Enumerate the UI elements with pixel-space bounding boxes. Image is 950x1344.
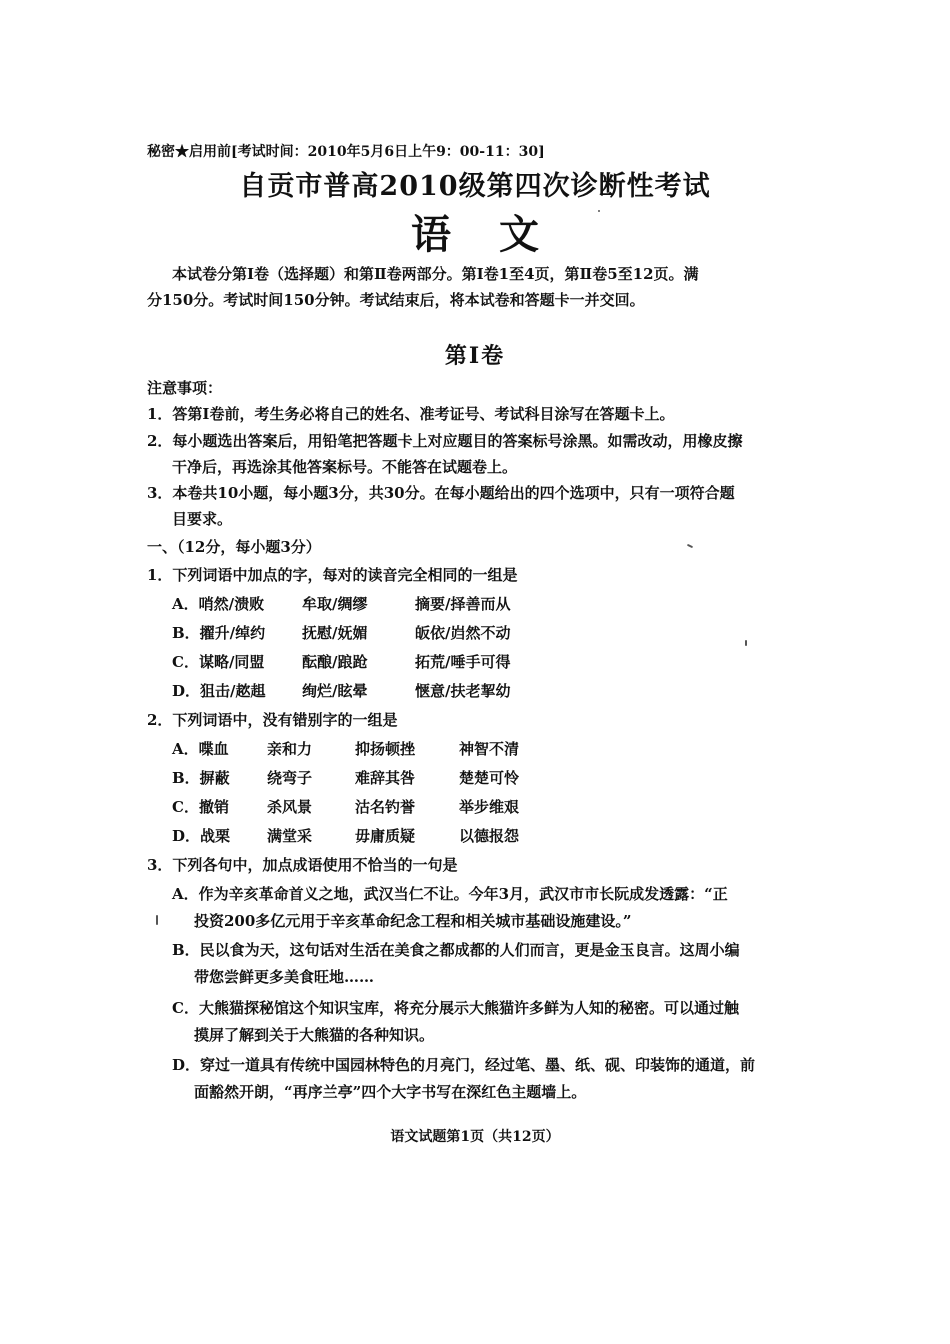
option-cell: C．谋略/同盟 <box>172 653 265 671</box>
option-cell: B．摒蔽 <box>172 769 230 787</box>
option-cell: 神智不清 <box>459 740 520 758</box>
option-cell: B．擢升/绰约 <box>172 624 266 642</box>
option-cell: 拓荒/唾手可得 <box>415 653 511 671</box>
question-3-option-c-line-2: 摸屏了解到关于大熊猫的各种知识。 <box>194 1026 435 1044</box>
page-footer: 语文试题第1页（共12页） <box>390 1129 560 1145</box>
question-1-stem: 1．下列词语中加点的字，每对的读音完全相同的一组是 <box>147 566 518 584</box>
question-1-option-c <box>172 652 510 672</box>
confidential-header: 秘密★启用前[考试时间：2010年5月6日上午9：00-11：30] <box>147 144 545 160</box>
option-cell: 以德报怨 <box>459 827 520 845</box>
option-cell: 举步维艰 <box>459 798 520 816</box>
option-cell: 杀风景 <box>267 798 313 816</box>
question-3-option-d-line-1: D．穿过一道具有传统中国园林特色的月亮门，经过笔、墨、纸、砚、印装饰的通道，前 <box>172 1056 756 1074</box>
option-cell: 皈依/岿然不动 <box>415 624 511 642</box>
question-2-stem: 2．下列词语中，没有错别字的一组是 <box>147 711 398 729</box>
option-cell: 绕弯子 <box>267 769 313 787</box>
option-cell: 满堂采 <box>267 827 313 845</box>
section-1-heading: 一、（12分，每小题3分） <box>147 538 321 556</box>
note-3-line-2: 目要求。 <box>172 510 233 528</box>
question-1-option-d <box>172 681 510 701</box>
option-cell: C．撤销 <box>172 798 229 816</box>
option-cell: 绚烂/眩晕 <box>302 682 368 700</box>
scan-speck <box>687 544 693 548</box>
scan-speck <box>598 210 600 212</box>
question-3-option-a-line-2: 投资200多亿元用于辛亥革命纪念工程和相关城市基础设施建设。” <box>194 912 632 930</box>
option-cell: A．喋血 <box>172 740 229 758</box>
option-cell: D．战栗 <box>172 827 231 845</box>
option-cell: A．哨然/溃败 <box>172 595 265 613</box>
option-cell: 沽名钓誉 <box>355 798 416 816</box>
option-cell: 摘要/择善而从 <box>415 595 511 613</box>
exam-title: 自贡市普高2010级第四次诊断性考试 <box>239 171 711 202</box>
scan-speck <box>745 640 747 646</box>
question-3-option-a-line-1: A．作为辛亥革命首义之地，武汉当仁不让。今年3月，武汉市市长阮成发透露：“正 <box>172 885 728 903</box>
option-cell: D．狙击/趑趄 <box>172 682 266 700</box>
option-cell: 抑扬顿挫 <box>355 740 416 758</box>
option-cell: 牟取/绸缪 <box>302 595 368 613</box>
question-1-option-a <box>172 594 510 614</box>
option-cell: 酝酿/踉跄 <box>302 653 368 671</box>
subject-title: 语文 <box>411 211 587 258</box>
intro-line-1: 本试卷分第Ⅰ卷（选择题）和第Ⅱ卷两部分。第Ⅰ卷1至4页，第Ⅱ卷5至12页。满 <box>172 265 699 283</box>
scan-speck <box>156 915 158 925</box>
note-3-line-1: 3．本卷共10小题，每小题3分，共30分。在每小题给出的四个选项中，只有一项符合题 <box>147 484 735 502</box>
question-2-option-b <box>172 768 519 788</box>
question-3-option-b-line-1: B．民以食为天，这句话对生活在美食之都成都的人们而言，更是金玉良言。这周小编 <box>172 941 740 959</box>
option-cell: 惬意/扶老挈幼 <box>415 682 511 700</box>
note-2-line-1: 2．每小题选出答案后，用铅笔把答题卡上对应题目的答案标号涂黑。如需改动，用橡皮擦 <box>147 432 743 450</box>
question-3-option-b-line-2: 带您尝鲜更多美食旺地…… <box>194 968 375 986</box>
question-2-option-c <box>172 797 519 817</box>
question-1-option-b <box>172 623 510 643</box>
option-cell: 难辞其咎 <box>355 769 416 787</box>
intro-line-2: 分150分。考试时间150分钟。考试结束后，将本试卷和答题卡一并交回。 <box>147 291 645 309</box>
question-3-option-c-line-1: C．大熊猫探秘馆这个知识宝库，将充分展示大熊猫许多鲜为人知的秘密。可以通过触 <box>172 999 739 1017</box>
note-1: 1．答第Ⅰ卷前，考生务必将自己的姓名、准考证号、考试科目涂写在答题卡上。 <box>147 405 675 423</box>
option-cell: 亲和力 <box>267 740 313 758</box>
question-2-option-d <box>172 826 519 846</box>
question-3-stem: 3．下列各句中，加点成语使用不恰当的一句是 <box>147 856 458 874</box>
volume-title: 第Ⅰ卷 <box>444 343 506 369</box>
question-2-option-a <box>172 739 519 759</box>
question-3-option-d-line-2: 面豁然开朗，“再序兰亭”四个大字书写在深红色主题墙上。 <box>194 1083 587 1101</box>
option-cell: 抚慰/妩媚 <box>302 624 368 642</box>
option-cell: 楚楚可怜 <box>459 769 520 787</box>
note-2-line-2: 干净后，再选涂其他答案标号。不能答在试题卷上。 <box>172 458 518 476</box>
notes-heading: 注意事项： <box>147 379 223 397</box>
option-cell: 毋庸质疑 <box>355 827 416 845</box>
